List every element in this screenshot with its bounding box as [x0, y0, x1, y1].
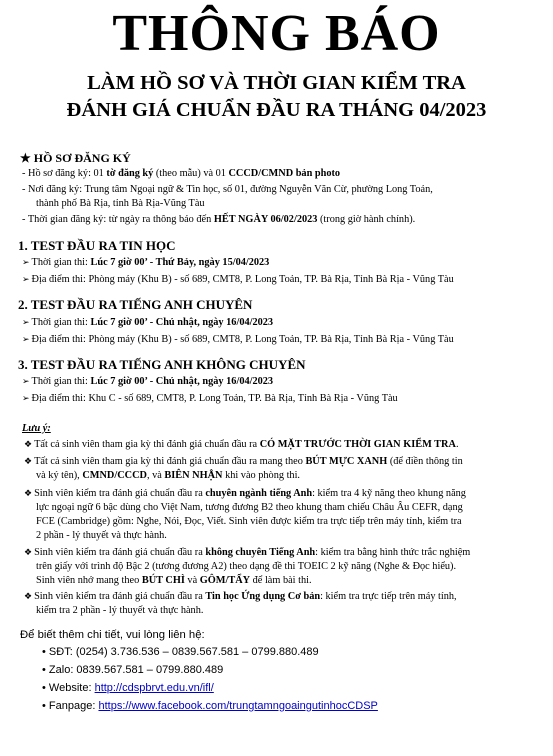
contact-zalo: • Zalo: 0839.567.581 – 0799.880.489: [42, 664, 224, 676]
arrow-icon: ➢: [22, 274, 30, 284]
section-2-time: ➢ Thời gian thi: Lúc 7 giờ 00’ - Chủ nhật, ngày 16/04/2023: [22, 317, 274, 328]
note-1: ❖ Tất cả sinh viên tham gia kỳ thi đánh giá chuẩn đầu ra CÓ MẶT TRƯỚC THỜI GIAN KIỂM TRA.: [24, 439, 459, 450]
arrow-icon: ➢: [22, 334, 30, 344]
section-3-heading: 3. TEST ĐẦU RA TIẾNG ANH KHÔNG CHUYÊN: [18, 357, 306, 372]
section-3-place: ➢ Địa điểm thi: Khu C - số 689, CMT8, P. Long Toản, TP. Bà Rịa, Tỉnh Bà Rịa - Vũng Tàu: [22, 393, 398, 404]
bullet-icon: •: [42, 700, 46, 712]
registration-place: - Nơi đăng ký: Trung tâm Ngoại ngữ & Tin học, số 01, đường Nguyễn Văn Cừ, phường Long Toản,: [22, 184, 433, 195]
section-1-time: ➢ Thời gian thi: Lúc 7 giờ 00’ - Thứ Bảy, ngày 15/04/2023: [22, 257, 270, 268]
notes-label: Lưu ý:: [22, 423, 51, 434]
note-3-cont-1: lực ngoại ngữ 6 bậc dùng cho Việt Nam, tương đương B2 theo khung tham chiếu Châu Âu CEFR, dạng: [36, 502, 463, 513]
section-1-heading: 1. TEST ĐẦU RA TIN HỌC: [18, 238, 176, 253]
note-2-cont: và ký tên), CMND/CCCD, và BIÊN NHẬN khi vào phòng thi.: [36, 470, 301, 481]
section-3-time: ➢ Thời gian thi: Lúc 7 giờ 00’ - Chủ nhật, ngày 16/04/2023: [22, 376, 274, 387]
star-icon: ★: [20, 151, 31, 165]
section-2-heading: 2. TEST ĐẦU RA TIẾNG ANH CHUYÊN: [18, 297, 253, 312]
contact-phone: • SĐT: (0254) 3.736.536 – 0839.567.581 – 0799.880.489: [42, 646, 319, 658]
note-5: ❖ Sinh viên kiểm tra đánh giá chuẩn đầu ra Tin học Ứng dụng Cơ bản: kiểm tra trực tiếp trên máy tính,: [24, 591, 457, 602]
contact-intro: Để biết thêm chi tiết, vui lòng liên hệ:: [20, 629, 205, 641]
notice-subtitle-2: ĐÁNH GIÁ CHUẨN ĐẦU RA THÁNG 04/2023: [66, 99, 487, 121]
contact-fanpage: • Fanpage: https://www.facebook.com/trungtamngoaingutinhocCDSP: [42, 700, 378, 712]
fanpage-link[interactable]: https://www.facebook.com/trungtamngoaingutinhocCDSP: [98, 700, 378, 712]
contact-website: • Website: http://cdspbrvt.edu.vn/ifl/: [42, 682, 214, 694]
section-1-place: ➢ Địa điểm thi: Phòng máy (Khu B) - số 689, CMT8, P. Long Toản, TP. Bà Rịa, Tỉnh Bà Rịa - Vũng Tàu: [22, 274, 454, 285]
diamond-icon: ❖: [24, 456, 33, 466]
website-link[interactable]: http://cdspbrvt.edu.vn/ifl/: [94, 682, 214, 694]
registration-documents: - Hồ sơ đăng ký: 01 tờ đăng ký (theo mẫu) và 01 CCCD/CMND bản photo: [22, 168, 341, 179]
diamond-icon: ❖: [24, 547, 33, 557]
arrow-icon: ➢: [22, 393, 30, 403]
diamond-icon: ❖: [24, 439, 33, 449]
note-4-cont-2: Sinh viên nhớ mang theo BÚT CHÌ và GÔM/TẨY để làm bài thi.: [36, 575, 312, 586]
notice-subtitle-1: LÀM HỒ SƠ VÀ THỜI GIAN KIỂM TRA: [87, 72, 466, 94]
bullet-icon: •: [42, 646, 46, 658]
diamond-icon: ❖: [24, 591, 33, 601]
section-2-place: ➢ Địa điểm thi: Phòng máy (Khu B) - số 689, CMT8, P. Long Toản, TP. Bà Rịa, Tỉnh Bà Rịa - Vũng Tàu: [22, 334, 454, 345]
note-3-cont-2: FCE (Cambridge) gồm: Nghe, Nói, Đọc, Viết. Sinh viên được kiểm tra trực tiếp trên máy tính, kiểm tra: [36, 516, 462, 527]
arrow-icon: ➢: [22, 317, 30, 327]
note-5-cont: kiểm tra 2 phần - lý thuyết và thực hành.: [36, 605, 204, 616]
arrow-icon: ➢: [22, 376, 30, 386]
bullet-icon: •: [42, 682, 46, 694]
note-3: ❖ Sinh viên kiểm tra đánh giá chuẩn đầu ra chuyên ngành tiếng Anh: kiểm tra 4 kỹ năng theo khung năng: [24, 488, 466, 499]
notice-title: THÔNG BÁO: [112, 5, 441, 62]
diamond-icon: ❖: [24, 488, 33, 498]
registration-place-cont: thành phố Bà Rịa, tỉnh Bà Rịa-Vũng Tàu: [36, 198, 205, 209]
registration-deadline: - Thời gian đăng ký: từ ngày ra thông báo đến HẾT NGÀY 06/02/2023 (trong giờ hành chính).: [22, 214, 416, 225]
bullet-icon: •: [42, 664, 46, 676]
registration-heading: ★ HỒ SƠ ĐĂNG KÝ: [20, 151, 131, 165]
note-2: ❖ Tất cả sinh viên tham gia kỳ thi đánh giá chuẩn đầu ra mang theo BÚT MỰC XANH (để điền thông tin: [24, 456, 463, 467]
arrow-icon: ➢: [22, 257, 30, 267]
note-4-cont-1: trên giấy với trình độ Bậc 2 (tương đương A2) theo dạng đề thi TOEIC 2 kỹ năng (Nghe & Đọc hiểu).: [36, 561, 457, 572]
note-3-cont-3: 2 phần - lý thuyết và thực hành.: [36, 530, 167, 541]
note-4: ❖ Sinh viên kiểm tra đánh giá chuẩn đầu ra không chuyên Tiếng Anh: kiểm tra bằng hình thức trắc nghiệm: [24, 547, 471, 558]
